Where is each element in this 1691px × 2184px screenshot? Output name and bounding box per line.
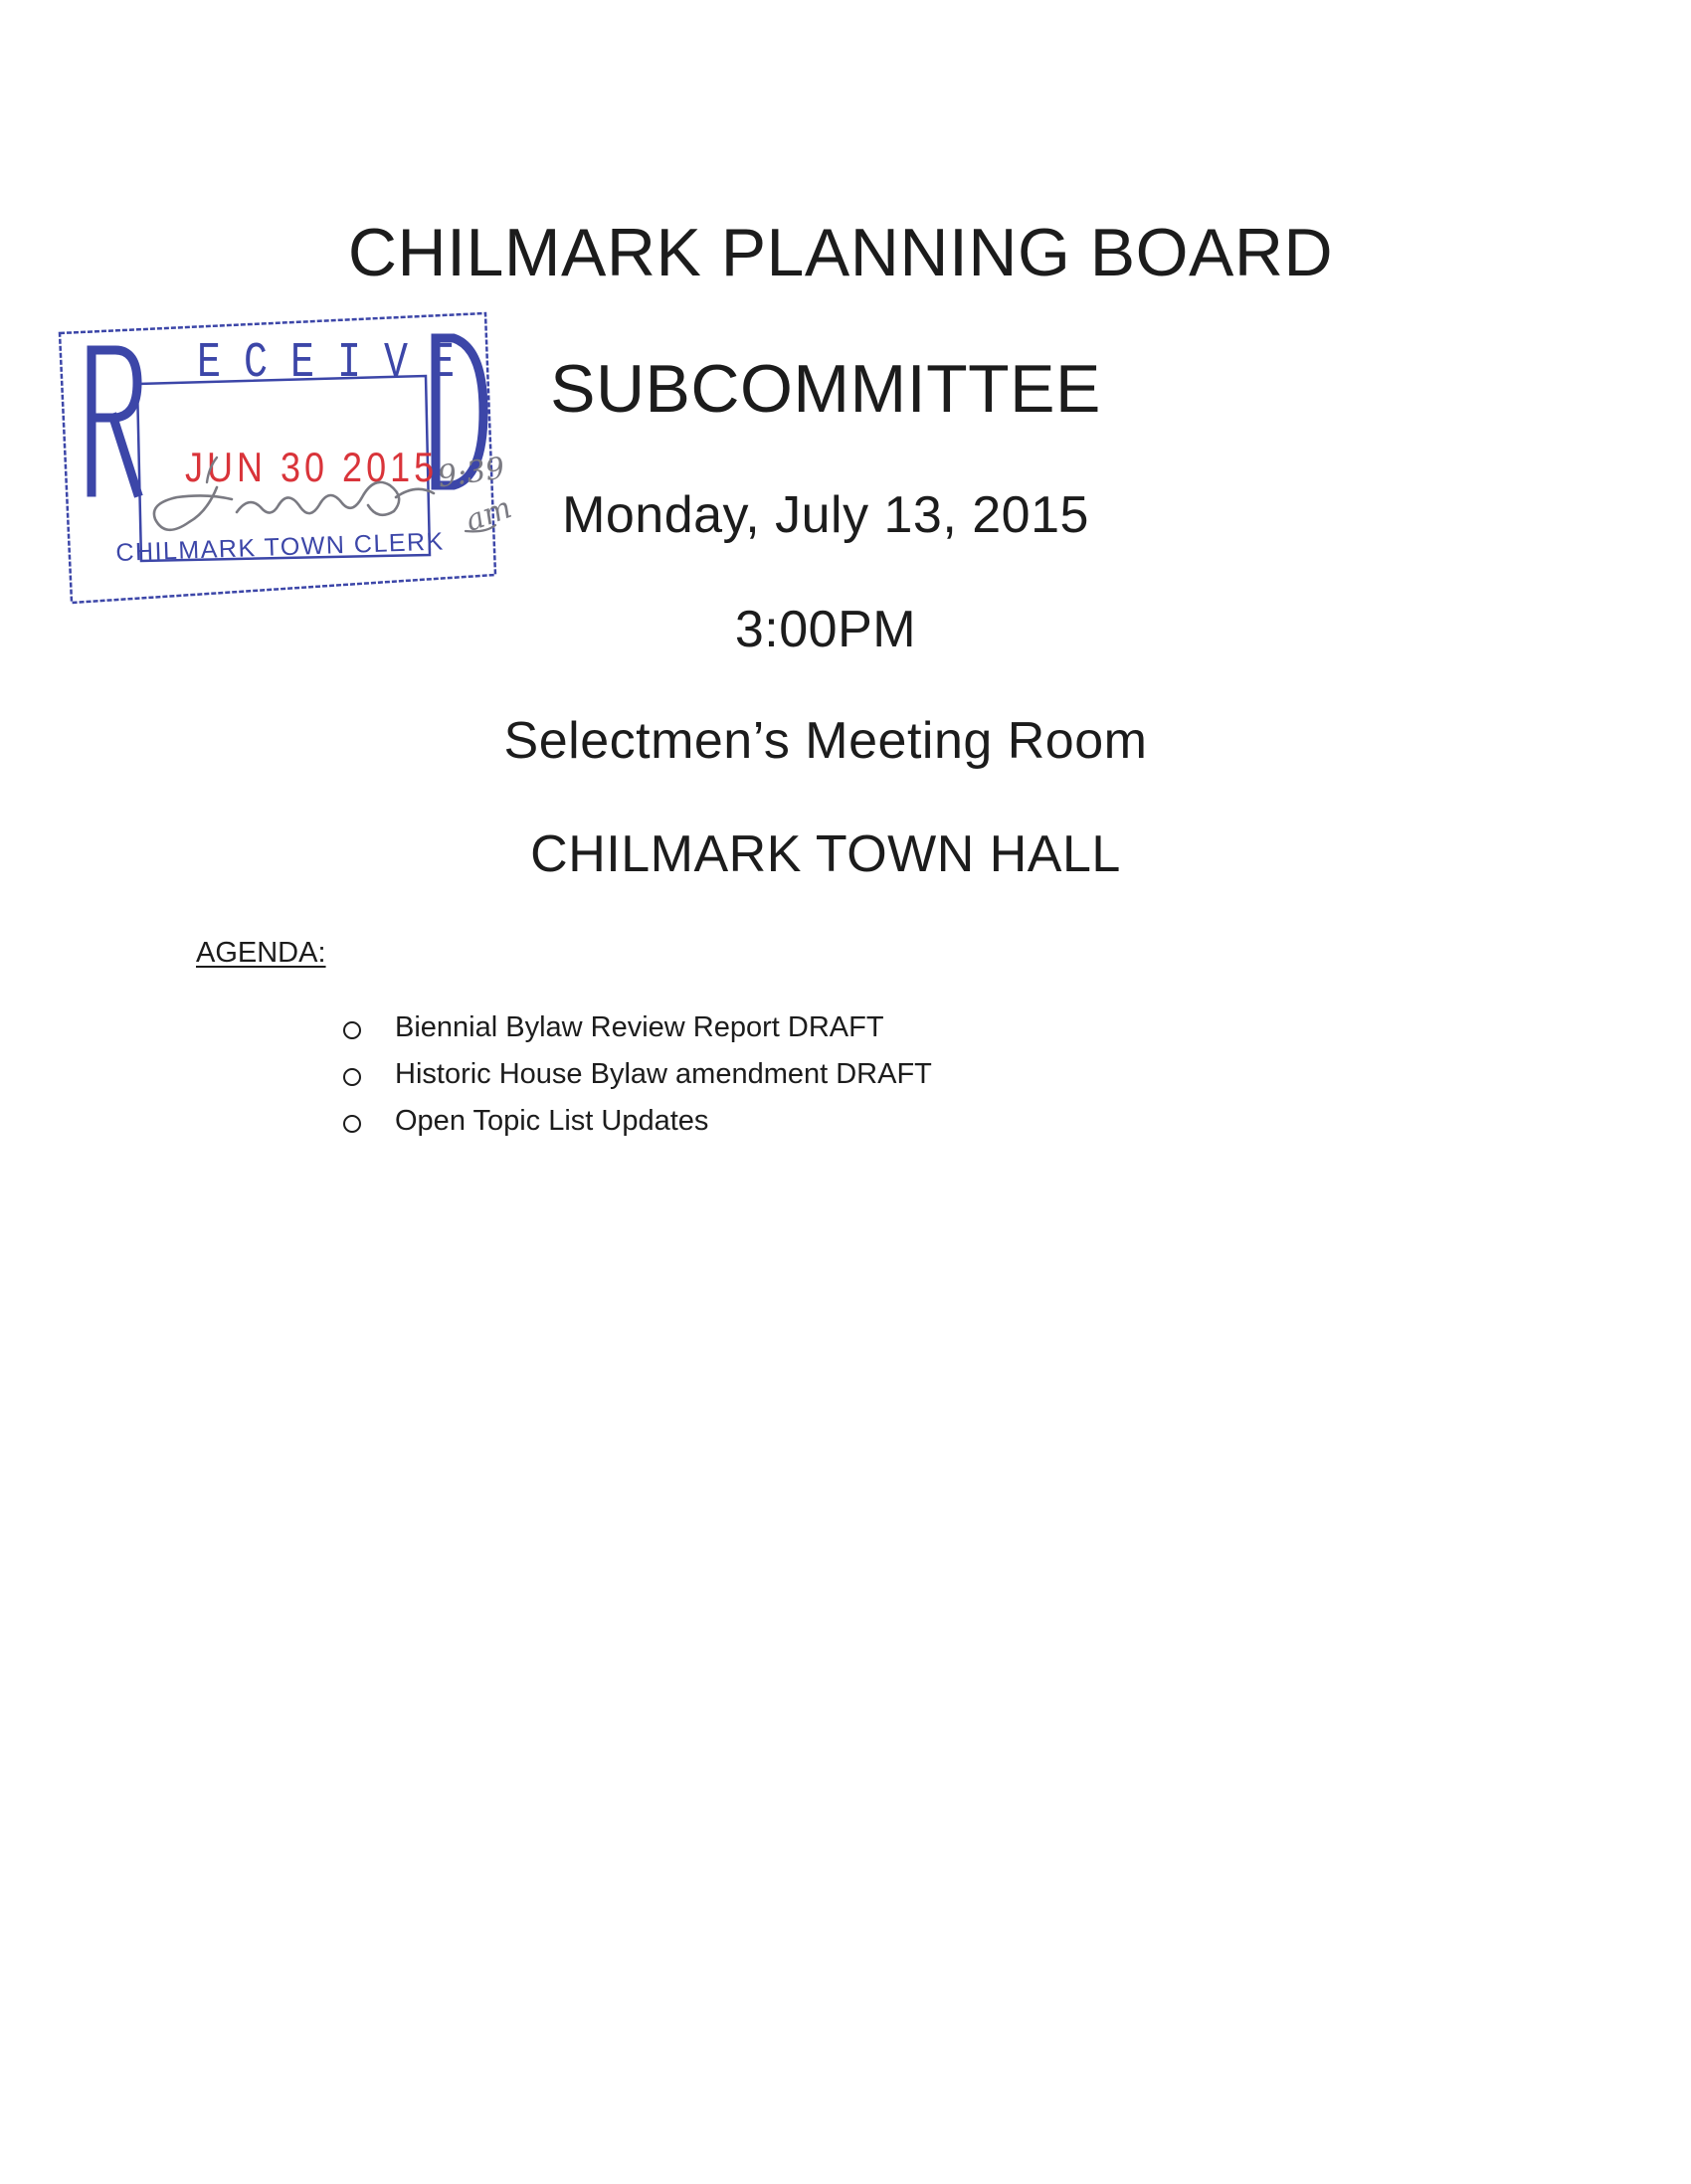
meeting-room: Selectmen’s Meeting Room — [503, 712, 1148, 770]
stamp-date: JUN 30 2015 — [185, 444, 439, 491]
meeting-time: 3:00PM — [734, 601, 917, 658]
agenda-list — [343, 1004, 932, 1145]
meeting-location: CHILMARK TOWN HALL — [530, 825, 1121, 883]
stamp-office-text: CHILMARK TOWN CLERK — [115, 527, 446, 567]
handwritten-time: 9:39 — [435, 451, 507, 495]
agenda-item — [343, 1004, 932, 1051]
meeting-date: Monday, July 13, 2015 — [562, 486, 1089, 544]
agenda-item-text: Open Topic List Updates — [395, 1105, 709, 1137]
hollow-circle-bullet-icon — [343, 1068, 361, 1086]
agenda-label: AGENDA: — [196, 937, 326, 969]
stamp-received-text: ECEIVE — [197, 336, 478, 393]
hollow-circle-bullet-icon — [343, 1115, 361, 1133]
handwritten-ampm: am — [461, 490, 516, 539]
subcommittee-title: SUBCOMMITTEE — [550, 351, 1101, 427]
hollow-circle-bullet-icon — [343, 1021, 361, 1039]
agenda-item — [343, 1098, 932, 1145]
board-title: CHILMARK PLANNING BOARD — [347, 215, 1334, 290]
agenda-item — [343, 1051, 932, 1098]
agenda-item-text: Biennial Bylaw Review Report DRAFT — [395, 1011, 884, 1043]
received-stamp — [58, 308, 516, 607]
agenda-item-text: Historic House Bylaw amendment DRAFT — [395, 1058, 932, 1090]
